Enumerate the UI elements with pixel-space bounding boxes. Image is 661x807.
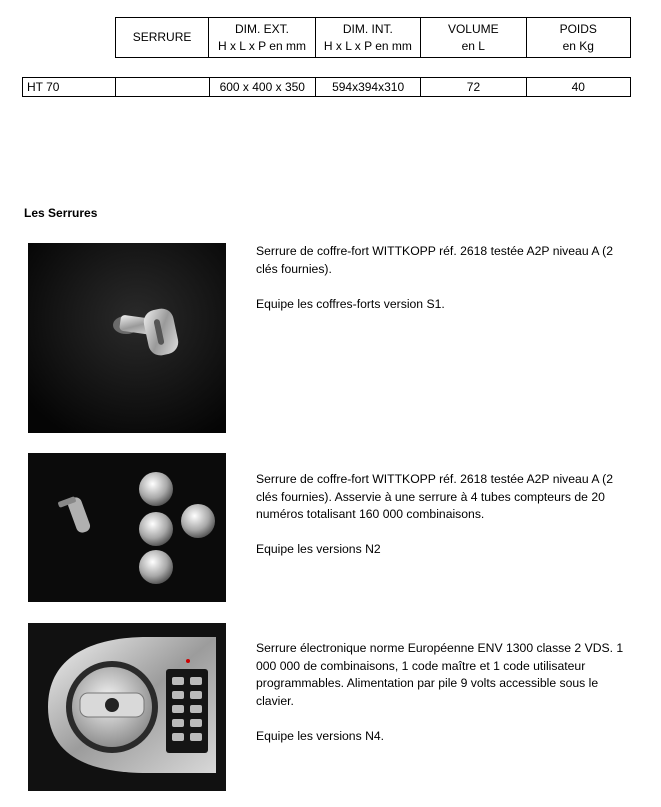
header-dim-ext: DIM. EXT. H x L x P en mm [209,18,315,58]
combination-lock-photo [28,453,226,602]
lock-paragraph: Serrure de coffre-fort WITTKOPP réf. 2618 testée A2P niveau A (2 clés fournies). Asservie à une serrure à 4 tubes compteurs de 20 numéros totalisant 160 000 combinaisons. [256,472,614,521]
header-dim-int: DIM. INT. H x L x P en mm [315,18,420,58]
header-poids: POIDS en Kg [526,18,630,58]
row-poids: 40 [526,78,630,97]
spec-table-header [22,17,631,58]
section-title: Les Serrures [24,206,98,220]
row-serrure [116,78,209,97]
header-volume: VOLUME en L [421,18,526,58]
lock-paragraph: Serrure de coffre-fort WITTKOPP réf. 2618 testée A2P niveau A (2 clés fournies). [256,244,614,276]
row-volume: 72 [421,78,526,97]
spec-table-row [22,77,631,97]
header-serrure: SERRURE [115,18,208,58]
electronic-lock-photo [28,623,226,791]
lock-paragraph: Equipe les versions N2 [256,542,381,556]
row-dim-int: 594x394x310 [315,78,420,97]
lock-paragraph: Equipe les coffres-forts version S1. [256,296,445,311]
row-model: HT 70 [23,78,116,97]
lock-paragraph: Equipe les versions N4. [256,728,385,743]
row-dim-ext: 600 x 400 x 350 [209,78,315,97]
key-lock-photo [28,243,226,433]
combination-lock-description [256,471,628,576]
lock-paragraph: Serrure électronique norme Européenne ENV 1300 classe 2 VDS. 1 000 000 de combinaisons, 1 code maître et 1 code utilisateur programmables. Alimentation par pile 9 volts accessible sous le clavier. [256,641,624,708]
electronic-lock-description [256,640,628,763]
header-empty-cell [22,18,115,58]
key-lock-description [256,243,628,331]
